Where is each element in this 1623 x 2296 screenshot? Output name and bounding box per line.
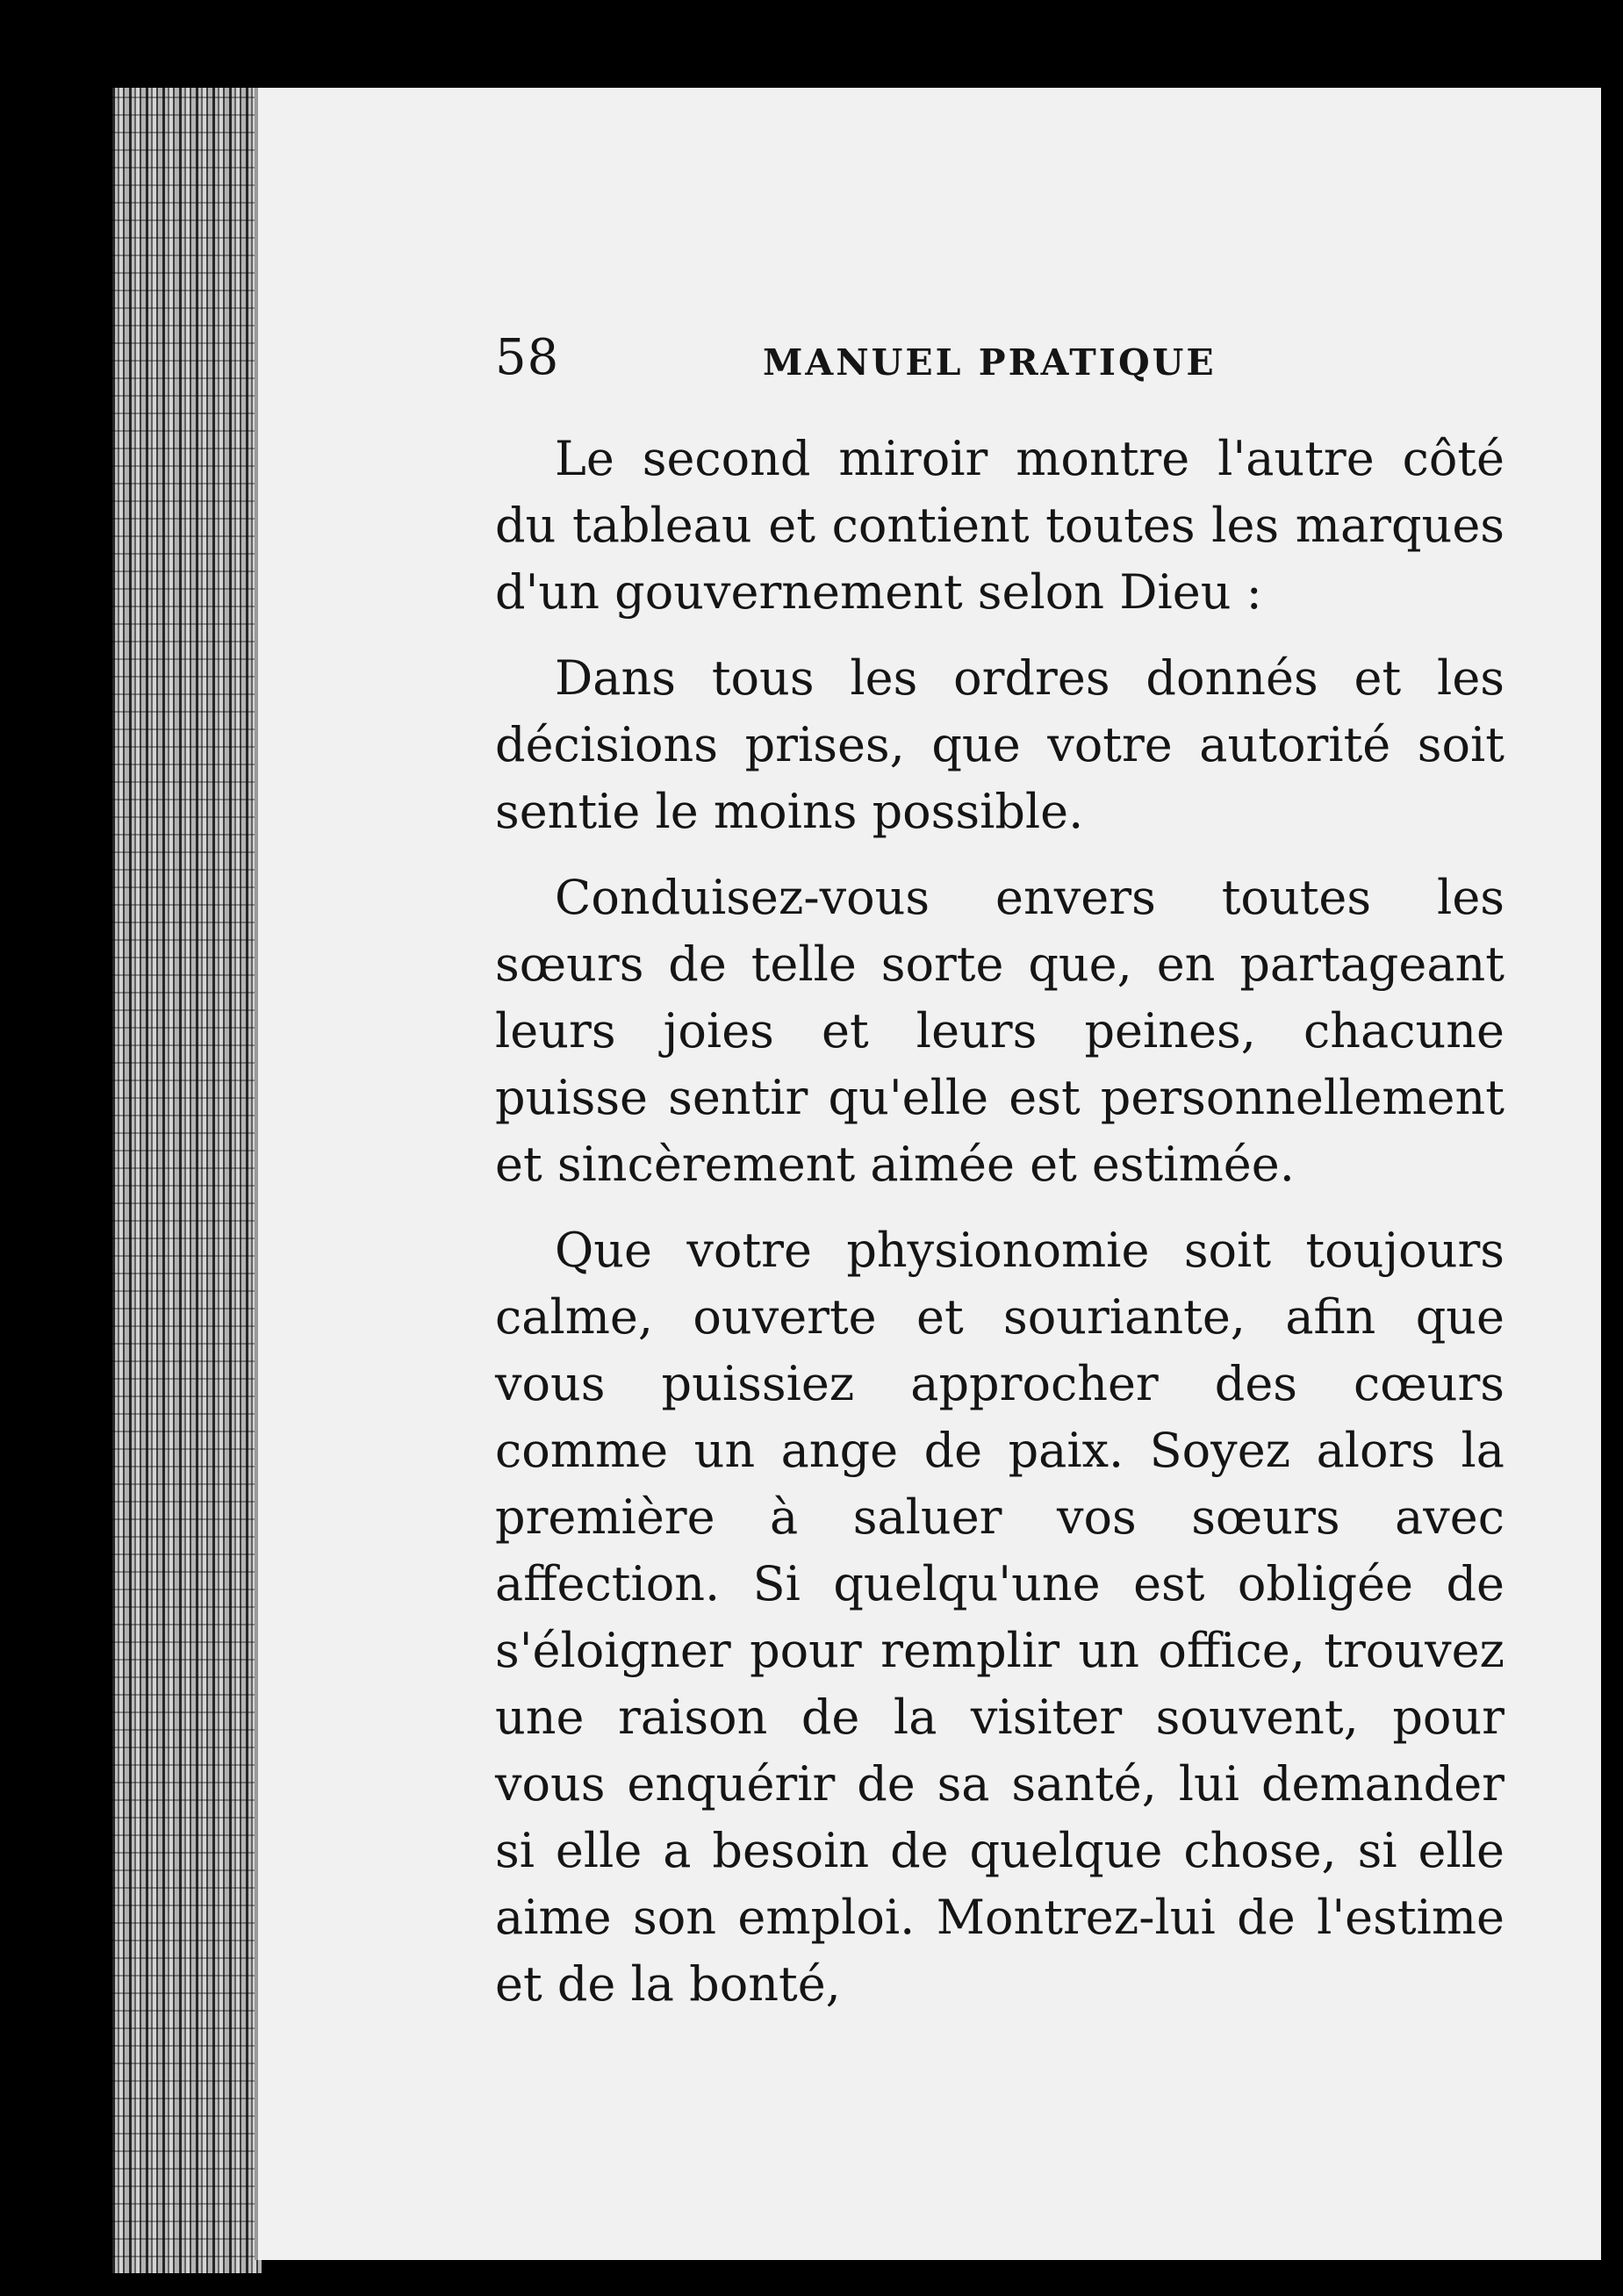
body-text [495,426,1505,2018]
page-number: 58 [495,329,560,386]
book-fore-edge [112,88,262,2273]
page-header [495,329,1623,426]
paragraph: Que votre physionomie soit toujours calme, ouverte et souriante, afin que vous puissiez approcher des cœurs comme un ange de paix. Soyez alors la première à saluer vos sœurs avec affection. Si quelqu'une est obligée de s'éloigner pour remplir un office, trouvez une raison de la visiter souvent, pour vous enquérir de sa santé, lui demander si elle a besoin de quelque chose, si elle aime son emploi. Montrez-lui de l'estime et de la bonté, [495,1223,1505,2012]
running-title: MANUEL PRATIQUE [763,341,1217,384]
paragraph: Le second miroir montre l'autre côté du tableau et contient toutes les marques d'un gouvernement selon Dieu : [495,431,1505,620]
page-content [495,329,1623,2037]
page-sheet [255,88,1601,2260]
paragraph: Dans tous les ordres donnés et les décisions prises, que votre autorité soit sentie le moins possible. [495,650,1505,839]
paragraph: Conduisez-vous envers toutes les sœurs de telle sorte que, en partageant leurs joies et leurs peines, chacune puisse sentir qu'elle est personnellement et sincèrement aimée et estimée. [495,870,1505,1192]
